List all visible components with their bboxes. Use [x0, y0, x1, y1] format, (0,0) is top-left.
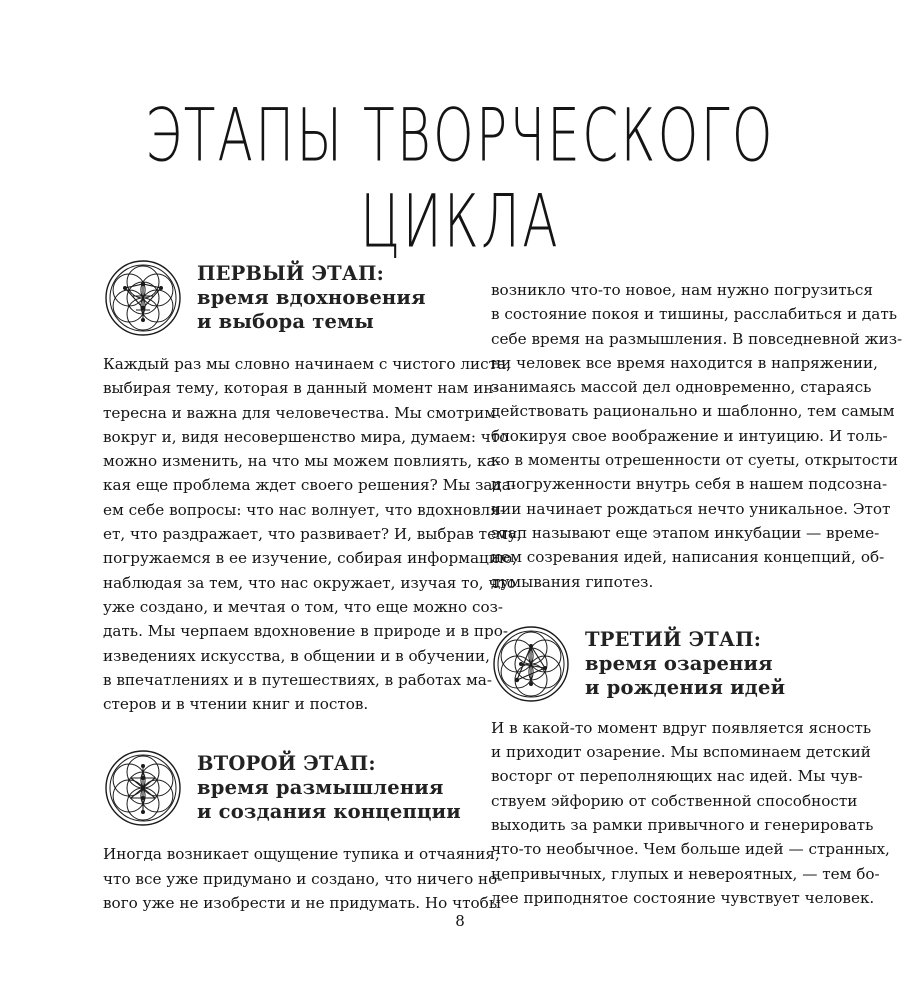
- section-stage-3: [491, 624, 890, 910]
- stage-label: ПЕРВЫЙ ЭТАП:: [197, 262, 384, 285]
- stage-subtitle-line: время размышления: [197, 776, 444, 800]
- stage-subtitle-line: и выбора темы: [197, 310, 374, 333]
- section-title: [197, 752, 461, 824]
- section-body: [103, 352, 522, 716]
- text-line: можно изменить, на что мы можем повлиять, ка-: [103, 452, 501, 471]
- text-line: себе время на размышления. В повседневной жиз-: [491, 329, 903, 348]
- text-line: ни человек все время находится в напряжении,: [491, 353, 878, 372]
- text-line: что-то необычное. Чем больше идей — странных,: [491, 840, 890, 859]
- text-line: ет, что раздражает, что развивает? И, выбрав тему,: [103, 525, 522, 544]
- text-line: нии начинает рождаться нечто уникальное. Этот: [491, 499, 891, 518]
- text-line: возникло что-то новое, нам нужно погрузиться: [491, 281, 874, 299]
- text-line: выходить за рамки привычного и генерировать: [491, 816, 874, 835]
- section-heading: [491, 624, 854, 704]
- text-line: ствуем эйфорию от собственной способности: [491, 791, 858, 810]
- stage-subtitle-line: время озарения: [585, 651, 773, 675]
- section-heading: [103, 258, 466, 338]
- text-line: Каждый раз мы словно начинаем с чистого листа,: [103, 355, 511, 373]
- text-line: блокируя свое воображение и интуицию. И толь-: [491, 426, 888, 445]
- text-line: ем себе вопросы: что нас волнует, что вдохновля-: [103, 500, 505, 519]
- section-heading: [103, 748, 466, 828]
- text-line: и погруженности внутрь себя в нашем подсозна-: [491, 475, 888, 494]
- text-line: изведениях искусства, в общении и в обучении,: [103, 646, 490, 665]
- section-title: [197, 262, 426, 334]
- text-line: дать. Мы черпаем вдохновение в природе и в про-: [103, 622, 509, 641]
- section-body: [491, 716, 890, 910]
- stage-subtitle-line: время вдохновения: [197, 286, 426, 309]
- right-column: [491, 278, 903, 910]
- section-body-continued: [491, 278, 903, 594]
- text-line: лее приподнятое состояние чувствует человек.: [491, 888, 875, 907]
- text-line: восторг от переполняющих нас идей. Мы чув-: [491, 767, 863, 786]
- sacred-geometry-icon: [103, 748, 183, 828]
- sacred-geometry-icon: [491, 624, 571, 704]
- section-stage-1: [103, 258, 522, 716]
- text-line: что все уже придумано и создано, что ничего но-: [103, 869, 503, 888]
- section-body: [103, 842, 503, 915]
- text-line: тересна и важна для человечества. Мы смотрим: [103, 403, 497, 422]
- stage-label: ТРЕТИЙ ЭТАП:: [585, 627, 762, 651]
- text-line: вокруг и, видя несовершенство мира, думаем: что: [103, 427, 509, 446]
- text-line: И в какой-то момент вдруг появляется ясность: [491, 718, 872, 737]
- left-column: [103, 258, 522, 915]
- text-line: занимаясь массой дел одновременно, стараясь: [491, 378, 872, 397]
- text-line: непривычных, глупых и невероятных, — тем бо-: [491, 864, 880, 883]
- text-line: в впечатлениях и в путешествиях, в работах ма-: [103, 670, 492, 689]
- text-line: кая еще проблема ждет своего решения? Мы зада-: [103, 476, 516, 495]
- text-line: думывания гипотез.: [491, 572, 654, 591]
- page-title: ЭТАПЫ ТВОРЧЕСКОГО ЦИКЛА: [145, 92, 775, 265]
- stage-subtitle-line: и рождения идей: [585, 675, 786, 699]
- text-line: в состояние покоя и тишины, расслабиться и дать: [491, 305, 897, 324]
- text-line: ко в моменты отрешенности от суеты, открытости: [491, 451, 899, 470]
- text-line: погружаемся в ее изучение, собирая информацию,: [103, 549, 517, 568]
- sacred-geometry-icon: [103, 258, 183, 338]
- text-line: вого уже не изобрести и не придумать. Но чтобы: [103, 894, 501, 913]
- stage-subtitle-line: и создания концепции: [197, 800, 461, 824]
- page-number: 8: [455, 912, 465, 930]
- stage-label: ВТОРОЙ ЭТАП:: [197, 752, 376, 776]
- text-line: наблюдая за тем, что нас окружает, изучая то, что: [103, 573, 516, 592]
- text-line: этап называют еще этапом инкубации — време-: [491, 523, 880, 542]
- text-line: стеров и в чтении книг и постов.: [103, 695, 369, 714]
- section-stage-2: [103, 748, 503, 915]
- section-title: [585, 628, 785, 700]
- text-line: нем созревания идей, написания концепций, об-: [491, 548, 885, 567]
- text-line: и приходит озарение. Мы вспоминаем детский: [491, 743, 871, 762]
- text-line: действовать рационально и шаблонно, тем самым: [491, 402, 895, 421]
- text-line: Иногда возникает ощущение тупика и отчаяния,: [103, 845, 500, 864]
- text-line: уже создано, и мечтая о том, что еще можно соз-: [103, 597, 504, 616]
- text-line: выбирая тему, которая в данный момент нам ин-: [103, 379, 499, 398]
